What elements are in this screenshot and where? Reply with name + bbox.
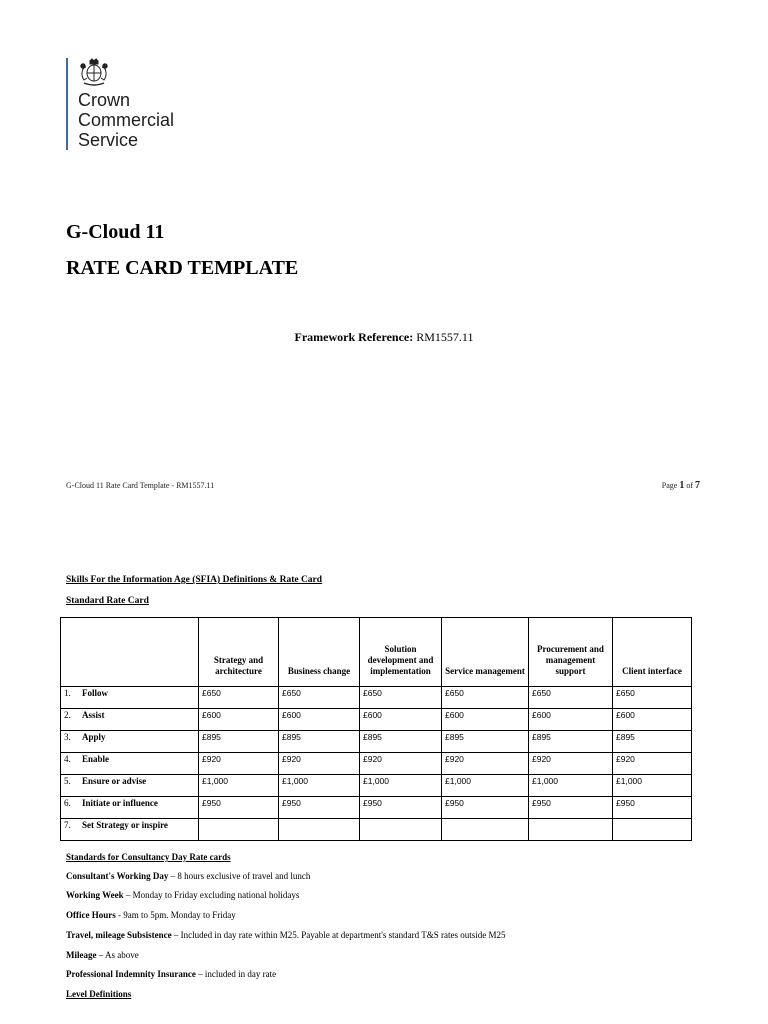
- level-cell: [61, 709, 199, 731]
- standard-item: [66, 890, 299, 900]
- rate-cell: £650: [442, 687, 529, 709]
- page-total: 7: [695, 480, 700, 491]
- level-number: 1.: [64, 688, 71, 698]
- document-title: G-Cloud 11: [66, 221, 165, 243]
- level-name: Set Strategy or inspire: [82, 820, 168, 830]
- level-number: 6.: [64, 798, 71, 808]
- section-heading: Skills For the Information Age (SFIA) Definitions & Rate Card: [66, 575, 323, 585]
- level-number: 3.: [64, 732, 71, 742]
- level-number: 7.: [64, 820, 71, 830]
- rate-cell: £950: [442, 797, 529, 819]
- standard-text: - 9am to 5pm. Monday to Friday: [115, 910, 236, 920]
- standards-heading: Standards for Consultancy Day Rate cards: [66, 852, 231, 862]
- standard-label: Travel, mileage Subsistence: [66, 930, 172, 940]
- level-cell: [61, 797, 199, 819]
- rate-cell: £650: [279, 687, 360, 709]
- logo-text: [78, 90, 174, 150]
- rate-cell: [529, 819, 613, 841]
- standard-item: [66, 871, 310, 881]
- rate-cell: [199, 819, 279, 841]
- rate-cell: [360, 819, 442, 841]
- level-number: 4.: [64, 754, 71, 764]
- rate-cell: £650: [529, 687, 613, 709]
- column-header: Solution development and implementation: [360, 618, 442, 687]
- rate-card-heading: Standard Rate Card: [66, 596, 149, 606]
- rate-cell: £950: [613, 797, 692, 819]
- rate-cell: £1,000: [279, 775, 360, 797]
- rate-cell: £600: [613, 709, 692, 731]
- rate-cell: £1,000: [442, 775, 529, 797]
- rate-cell: £920: [529, 753, 613, 775]
- table-row: [61, 775, 692, 797]
- column-header: Client interface: [613, 618, 692, 687]
- rate-cell: £1,000: [199, 775, 279, 797]
- rate-cell: £600: [442, 709, 529, 731]
- column-header: Strategy and architecture: [199, 618, 279, 687]
- table-header-row: [61, 618, 692, 687]
- rate-cell: £920: [199, 753, 279, 775]
- level-number: 5.: [64, 776, 71, 786]
- rate-cell: £895: [360, 731, 442, 753]
- page-number: 1: [679, 480, 685, 491]
- level-cell: [61, 731, 199, 753]
- rate-cell: £1,000: [613, 775, 692, 797]
- standard-text: – 8 hours exclusive of travel and lunch: [168, 871, 311, 881]
- logo-line-1: Crown: [78, 90, 131, 110]
- column-header: [61, 618, 199, 687]
- standard-text: – Included in day rate within M25. Payable at department's standard T&S rates outside M25: [171, 930, 506, 940]
- table-row: [61, 731, 692, 753]
- rate-cell: £950: [360, 797, 442, 819]
- document-subtitle: RATE CARD TEMPLATE: [66, 257, 299, 279]
- rate-cell: £895: [529, 731, 613, 753]
- standard-item: [66, 910, 236, 920]
- page-indicator: [640, 480, 700, 491]
- rate-cell: £1,000: [529, 775, 613, 797]
- level-name: Enable: [82, 754, 110, 764]
- standard-label: Office Hours: [66, 910, 116, 920]
- rate-cell: £895: [279, 731, 360, 753]
- rate-cell: £950: [529, 797, 613, 819]
- page-of: of: [686, 481, 693, 490]
- rate-cell: £600: [279, 709, 360, 731]
- footer-text: G-Cloud 11 Rate Card Template - RM1557.11: [66, 481, 215, 490]
- rate-cell: £920: [442, 753, 529, 775]
- level-name: Follow: [82, 688, 108, 698]
- standard-text: – Monday to Friday excluding national holidays: [123, 890, 300, 900]
- rate-cell: £920: [279, 753, 360, 775]
- rate-cell: £920: [360, 753, 442, 775]
- page-prefix: Page: [661, 481, 678, 490]
- level-cell: [61, 775, 199, 797]
- standard-text: – included in day rate: [195, 969, 277, 979]
- table-row: [61, 753, 692, 775]
- rate-cell: £650: [199, 687, 279, 709]
- rate-cell: £1,000: [360, 775, 442, 797]
- rate-cell: [279, 819, 360, 841]
- framework-reference-label: Framework Reference:: [294, 330, 414, 344]
- table-row: [61, 687, 692, 709]
- standard-label: Professional Indemnity Insurance: [66, 969, 196, 979]
- rate-card-table: [60, 617, 692, 841]
- column-header: Procurement and management support: [529, 618, 613, 687]
- standard-item: [66, 930, 505, 940]
- royal-crest-icon: [78, 58, 112, 88]
- rate-cell: £895: [199, 731, 279, 753]
- rate-cell: £600: [199, 709, 279, 731]
- level-name: Initiate or influence: [82, 798, 158, 808]
- level-cell: [61, 819, 199, 841]
- standard-label: Consultant's Working Day: [66, 871, 169, 881]
- standard-label: Mileage: [66, 950, 97, 960]
- level-name: Ensure or advise: [82, 776, 147, 786]
- column-header: Service management: [442, 618, 529, 687]
- standard-text: – As above: [96, 950, 139, 960]
- rate-cell: £950: [199, 797, 279, 819]
- level-definitions-heading: Level Definitions: [66, 989, 132, 999]
- level-cell: [61, 687, 199, 709]
- framework-reference-value: RM1557.11: [416, 330, 474, 344]
- framework-reference: [0, 330, 768, 345]
- level-cell: [61, 753, 199, 775]
- table-row: [61, 819, 692, 841]
- logo-line-2: Commercial: [78, 110, 175, 130]
- standard-item: [66, 969, 276, 979]
- standard-item: [66, 950, 139, 960]
- logo-line-3: Service: [78, 130, 139, 150]
- logo-bar: [66, 58, 68, 150]
- rate-cell: £600: [529, 709, 613, 731]
- standard-label: Working Week: [66, 890, 124, 900]
- rate-cell: £895: [442, 731, 529, 753]
- rate-cell: [613, 819, 692, 841]
- table-row: [61, 709, 692, 731]
- rate-cell: [442, 819, 529, 841]
- rate-cell: £650: [360, 687, 442, 709]
- level-name: Apply: [82, 732, 106, 742]
- rate-cell: £950: [279, 797, 360, 819]
- table-row: [61, 797, 692, 819]
- rate-cell: £650: [613, 687, 692, 709]
- rate-cell: £600: [360, 709, 442, 731]
- rate-cell: £920: [613, 753, 692, 775]
- column-header: Business change: [279, 618, 360, 687]
- rate-cell: £895: [613, 731, 692, 753]
- level-name: Assist: [82, 710, 105, 720]
- level-number: 2.: [64, 710, 71, 720]
